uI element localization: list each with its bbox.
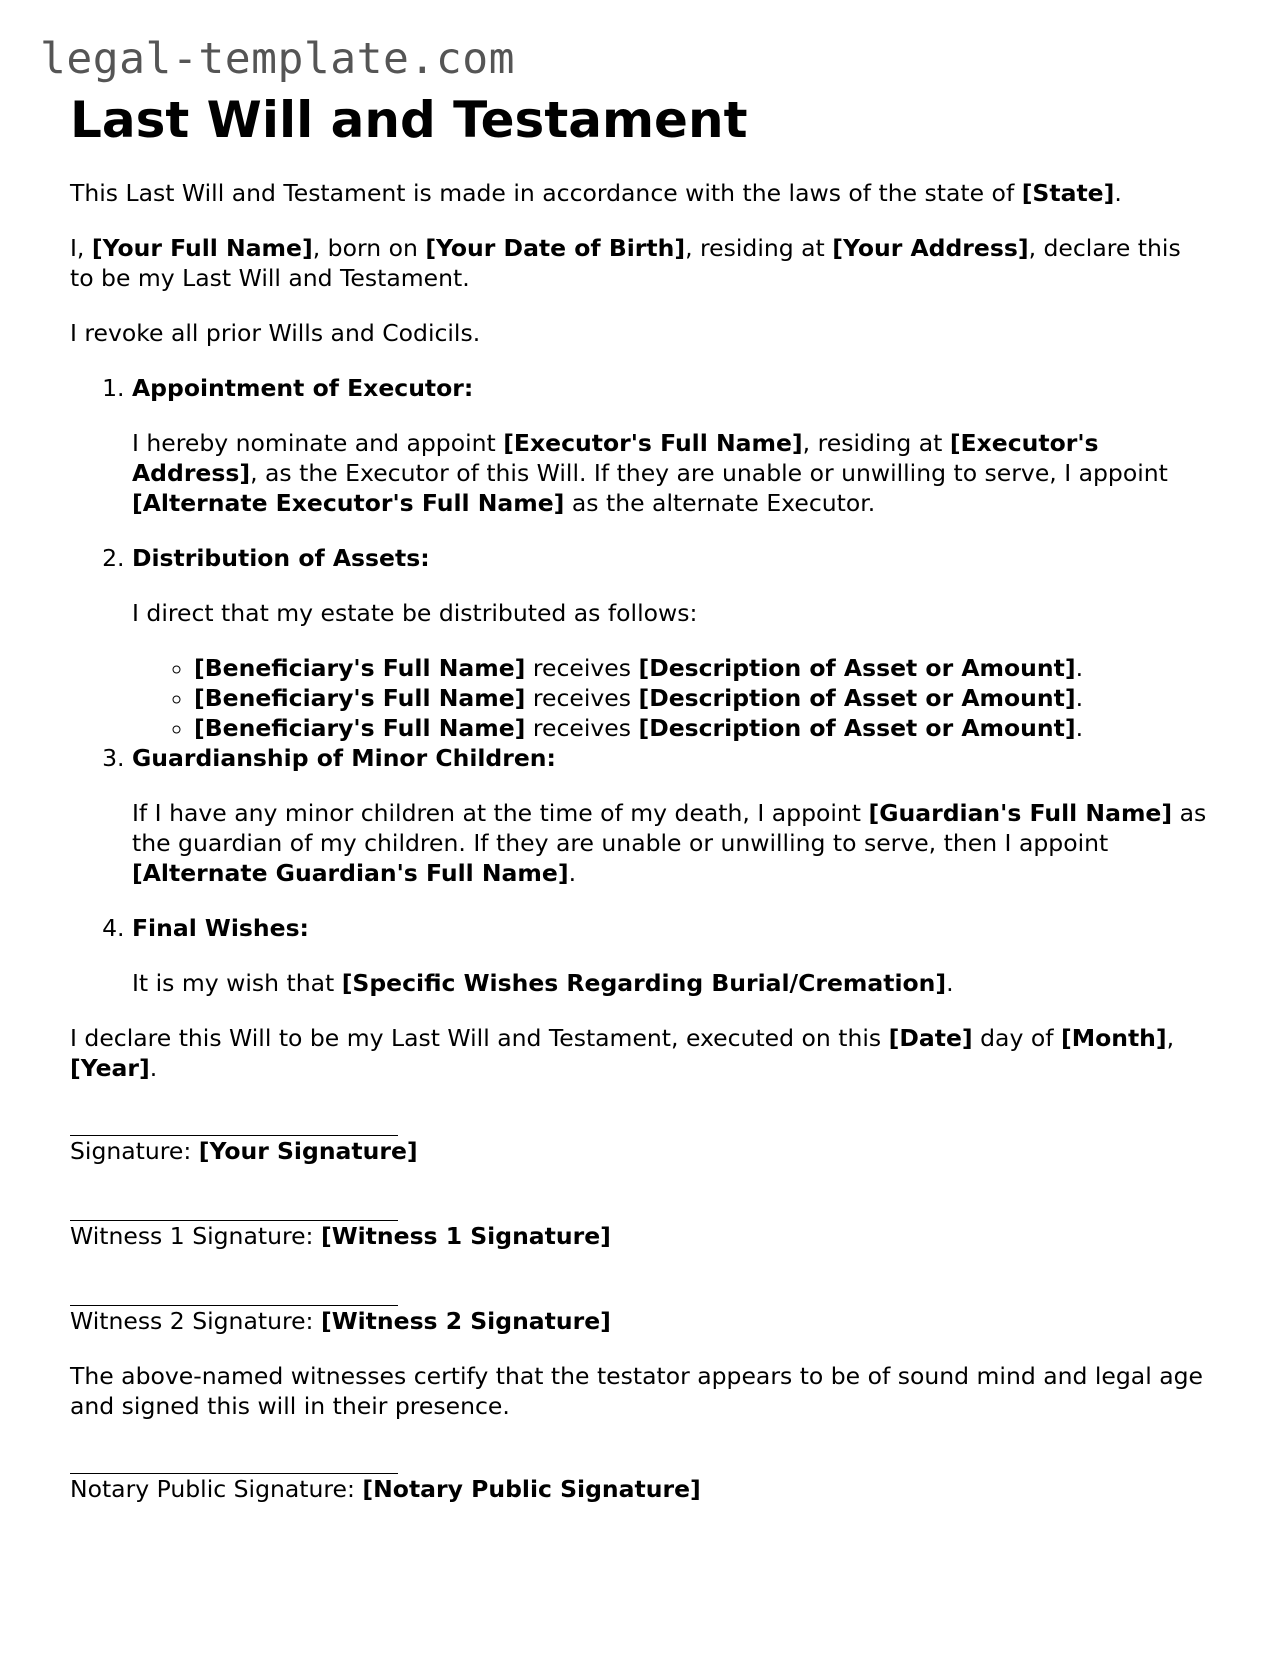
notary-placeholder: [Notary Public Signature] [362,1475,701,1503]
witness-1-signature-block [70,1190,1210,1251]
declaration-text-3: , residing at [685,234,833,262]
revocation-paragraph: I revoke all prior Wills and Codicils. [70,319,481,347]
clause-final-wishes [132,913,1210,998]
execution-text-2: day of [972,1024,1061,1052]
signature-line [70,1275,398,1306]
asset-placeholder: [Description of Asset or Amount] [638,714,1076,742]
alternate-executor-placeholder: [Alternate Executor's Full Name] [132,489,565,517]
execution-text-3: , [1166,1024,1175,1052]
executor-text-2: , residing at [802,429,950,457]
clause-guardianship [132,743,1210,888]
asset-placeholder: [Description of Asset or Amount] [638,654,1076,682]
item-end: . [1075,714,1084,742]
date-placeholder: [Date] [888,1024,973,1052]
signature-label: Signature: [70,1137,199,1165]
item-end: . [1075,654,1084,682]
signature-line [70,1443,398,1474]
receives-text: receives [525,654,639,682]
year-placeholder: [Year] [70,1054,150,1082]
final-wishes-heading: Final Wishes: [132,914,309,942]
executor-text-3: , as the Executor of this Will. If they are unable or unwilling to serve, I appoint [250,459,1168,487]
list-item [194,683,1210,713]
guardian-name-placeholder: [Guardian's Full Name] [868,799,1173,827]
receives-text: receives [525,684,639,712]
assets-intro: I direct that my estate be distributed as follows: [132,599,698,627]
witness-2-signature-block [70,1275,1210,1336]
document-body [70,92,1210,1528]
state-placeholder: [State] [1021,179,1115,207]
clause-assets [132,543,1210,743]
asset-placeholder: [Description of Asset or Amount] [638,684,1076,712]
item-end: . [1075,684,1084,712]
wishes-text-2: . [946,969,954,997]
final-wishes-paragraph [132,968,1210,998]
notary-label: Notary Public Signature: [70,1475,363,1503]
guardianship-heading: Guardianship of Minor Children: [132,744,556,772]
guardian-text-3: . [568,859,577,887]
intro-text: This Last Will and Testament is made in accordance with the laws of the state of [70,179,1022,207]
notary-signature-block [70,1443,1210,1504]
address-placeholder: [Your Address] [832,234,1029,262]
wishes-text-1: It is my wish that [132,969,342,997]
document-title: Last Will and Testament [70,91,748,149]
signature-line [70,1190,398,1221]
execution-text-1: I declare this Will to be my Last Will and Testament, executed on this [70,1024,889,1052]
beneficiary-list [132,653,1210,743]
executor-address-placeholder: [Executor's Address] [132,429,1099,487]
birth-date-placeholder: [Your Date of Birth] [425,234,686,262]
signature-line [70,1105,398,1136]
signature-placeholder: [Your Signature] [198,1137,418,1165]
declaration-paragraph [70,233,1210,293]
witness-2-placeholder: [Witness 2 Signature] [320,1307,611,1335]
list-item [194,653,1210,683]
executor-name-placeholder: [Executor's Full Name] [503,429,803,457]
intro-paragraph [70,178,1210,208]
witness-1-label: Witness 1 Signature: [70,1222,321,1250]
guardian-text-2: as the guardian of my children. If they are unable or unwilling to serve, then I appoint [132,799,1207,857]
witness-1-placeholder: [Witness 1 Signature] [320,1222,611,1250]
wishes-placeholder: [Specific Wishes Regarding Burial/Cremation] [341,969,947,997]
executor-text-1: I hereby nominate and appoint [132,429,504,457]
beneficiary-name-placeholder: [Beneficiary's Full Name] [194,714,526,742]
receives-text: receives [525,714,639,742]
execution-text-4: . [149,1054,158,1082]
execution-paragraph [70,1023,1210,1083]
declaration-text-2: , born on [312,234,426,262]
declaration-text-1: I, [70,234,92,262]
month-placeholder: [Month] [1060,1024,1167,1052]
certification-paragraph: The above-named witnesses certify that the testator appears to be of sound mind and legal age and signed this will in their presence. [70,1362,1203,1420]
executor-paragraph [132,428,1210,518]
witness-2-label: Witness 2 Signature: [70,1307,321,1335]
executor-text-4: as the alternate Executor. [564,489,876,517]
alternate-guardian-placeholder: [Alternate Guardian's Full Name] [132,859,569,887]
clause-executor [132,373,1210,518]
guardianship-paragraph [132,798,1210,888]
beneficiary-name-placeholder: [Beneficiary's Full Name] [194,654,526,682]
declaration-text-4: , declare this to be my Last Will and Testament. [70,234,1181,292]
watermark: legal-template.com [40,34,515,84]
testator-signature-block [70,1105,1210,1166]
beneficiary-name-placeholder: [Beneficiary's Full Name] [194,684,526,712]
full-name-placeholder: [Your Full Name] [91,234,313,262]
list-item [194,713,1210,743]
clause-list [70,373,1210,998]
guardian-text-1: If I have any minor children at the time of my death, I appoint [132,799,869,827]
assets-heading: Distribution of Assets: [132,544,430,572]
intro-end: . [1114,179,1122,207]
executor-heading: Appointment of Executor: [132,374,474,402]
